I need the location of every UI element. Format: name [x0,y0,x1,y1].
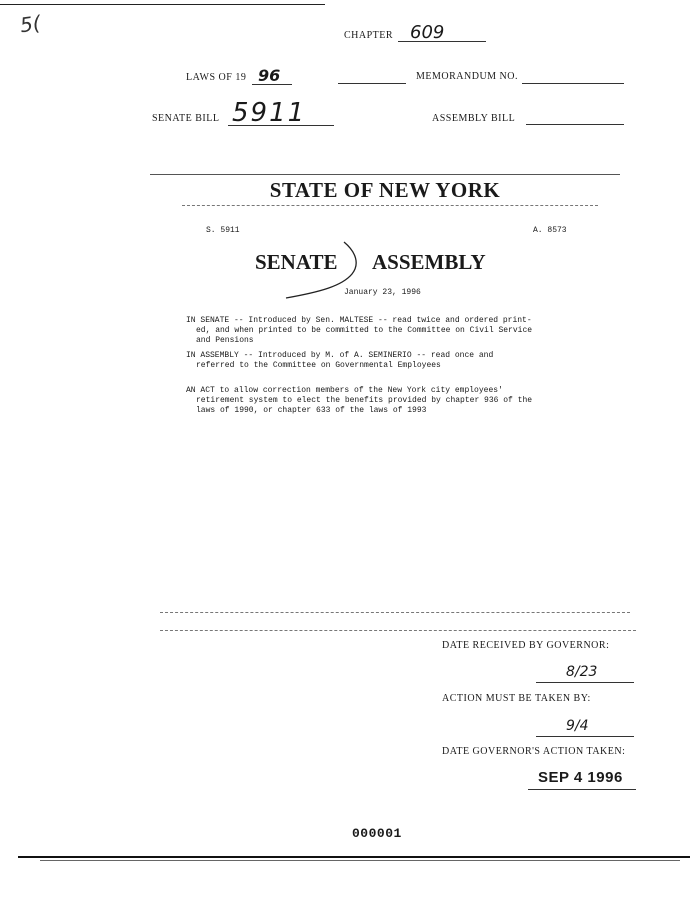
text-line: and Pensions [196,336,254,345]
text-line: AN ACT to allow correction members of the New York city employees' [186,386,503,395]
chapter-label: CHAPTER [344,30,394,41]
action-by-underline [536,736,634,737]
senate-bill-label: SENATE BILL [152,113,220,124]
senate-bill-value: 5911 [232,98,307,128]
senate-heading: SENATE [255,250,338,274]
memo-underline [522,83,624,84]
chapter-value: 609 [410,22,445,43]
memo-blank-left [338,83,406,84]
text-line: IN ASSEMBLY -- Introduced by M. of A. SEMINERIO -- read once and [186,351,494,360]
memo-label: MEMORANDUM NO. [416,71,519,82]
action-taken-value: SEP 4 1996 [538,769,623,786]
action-taken-label: DATE GOVERNOR'S ACTION TAKEN: [442,746,626,757]
top-edge-rule [0,4,325,5]
title-rule-top [150,174,620,175]
assembly-number: A. 8573 [533,226,567,235]
laws-value: 96 [258,66,281,85]
text-line: laws of 1990, or chapter 633 of the laws of 1993 [196,406,427,415]
text-line: referred to the Committee on Governmental Employees [196,361,441,370]
margin-scribble: 5( [18,10,43,38]
text-line: ed, and when printed to be committed to the Committee on Civil Service [196,326,533,335]
date-received-value: 8/23 [566,664,598,680]
laws-underline [252,84,292,85]
date-received-underline [536,682,634,683]
assembly-bill-underline [526,124,624,125]
bottom-rule [18,856,690,858]
lower-rule-2 [160,630,636,631]
senate-number: S. 5911 [206,226,240,235]
act-paragraph [186,386,602,416]
assembly-bill-label: ASSEMBLY BILL [432,113,516,124]
state-title: STATE OF NEW YORK [269,178,501,202]
bill-date: January 23, 1996 [344,288,421,297]
text-line: IN SENATE -- Introduced by Sen. MALTESE -- read twice and ordered print- [186,316,532,325]
chapter-underline [398,41,486,42]
title-rule-bottom [182,205,598,206]
date-received-label: DATE RECEIVED BY GOVERNOR: [442,640,610,651]
action-taken-underline [528,789,636,790]
laws-label: LAWS OF 19 [186,72,247,83]
page-number: 000001 [352,826,402,841]
bottom-rule-thin [40,860,680,861]
assembly-heading: ASSEMBLY [372,250,486,274]
assembly-paragraph [186,351,602,371]
lower-rule-1 [160,612,630,613]
text-line: retirement system to elect the benefits provided by chapter 936 of the [196,396,533,405]
action-by-label: ACTION MUST BE TAKEN BY: [442,693,591,704]
action-by-value: 9/4 [566,718,589,734]
senate-bill-underline [228,125,334,126]
senate-paragraph [186,316,602,346]
